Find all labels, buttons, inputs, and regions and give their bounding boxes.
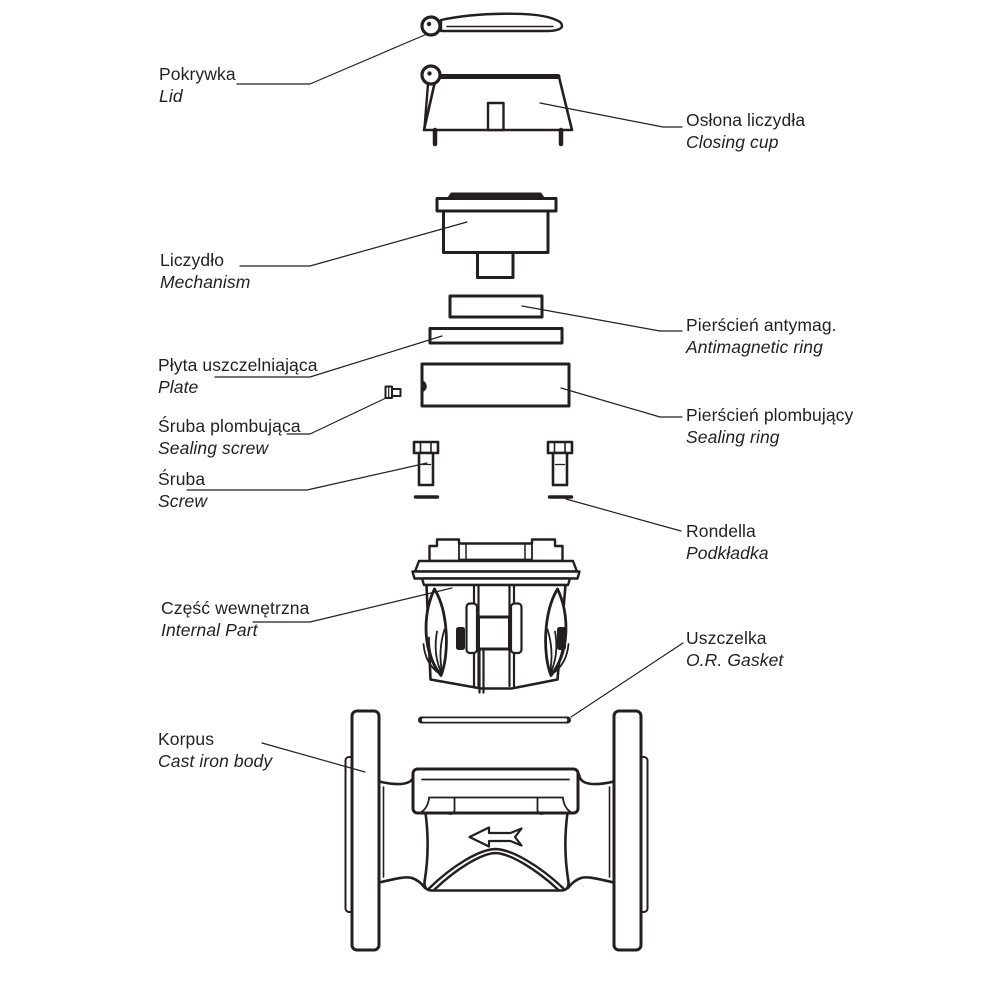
leader-sealing-ring [561,388,682,417]
label-lid-en: Lid [159,85,183,106]
label-closing-cup-en: Closing cup [686,131,779,152]
label-internal-part-en: Internal Part [161,619,258,640]
label-mechanism [160,250,250,293]
label-lid [159,64,236,107]
leader-lid [237,34,427,84]
label-screw-pl: Śruba [158,469,206,489]
label-mechanism-en: Mechanism [160,271,251,292]
label-body-en: Cast iron body [158,750,273,771]
label-antimagnetic-ring-en: Antimagnetic ring [686,336,823,357]
label-mechanism-pl: Liczydło [160,250,225,270]
label-washer [686,521,769,564]
label-sealing-ring [686,405,853,448]
label-internal-part [161,598,309,641]
label-gasket-pl: Uszczelka [686,628,767,648]
label-closing-cup-pl: Osłona liczydła [686,110,806,130]
leader-screw [187,463,427,490]
label-gasket [686,628,783,671]
label-antimagnetic-ring [686,315,837,358]
leader-gasket [571,643,683,717]
lid-drawing [422,14,562,35]
leader-washer [566,499,681,531]
cast-iron-body-drawing [346,711,648,950]
label-body [158,729,272,772]
label-closing-cup [686,110,805,153]
label-sealing-screw [158,416,301,459]
label-lid-pl: Pokrywka [159,64,236,84]
label-washer-en: Podkładka [686,542,769,563]
label-sealing-ring-en: Sealing ring [686,426,780,447]
mechanism-drawing [437,193,556,278]
screw-right-drawing [548,442,572,485]
label-washer-pl: Rondella [686,521,756,541]
label-screw [158,469,207,512]
label-sealing-screw-en: Sealing screw [158,437,269,458]
label-plate [158,355,318,398]
label-internal-part-pl: Część wewnętrzna [161,598,310,618]
leader-mechanism [240,222,467,266]
label-plate-pl: Płyta uszczelniająca [158,355,318,375]
label-screw-en: Screw [158,490,208,511]
leader-sealing-screw [287,398,386,434]
label-antimagnetic-ring-pl: Pierścień antymag. [686,315,837,335]
label-plate-en: Plate [158,376,199,397]
label-sealing-ring-pl: Pierścień plombujący [686,405,854,425]
label-body-pl: Korpus [158,729,215,749]
antimagnetic-ring-drawing [450,296,542,317]
internal-part-drawing [413,540,580,693]
label-gasket-en: O.R. Gasket [686,649,784,670]
label-sealing-screw-pl: Śruba plombująca [158,416,301,436]
sealing-ring-drawing [422,364,569,406]
plate-drawing [430,329,562,344]
sealing-screw-drawing [386,387,401,399]
